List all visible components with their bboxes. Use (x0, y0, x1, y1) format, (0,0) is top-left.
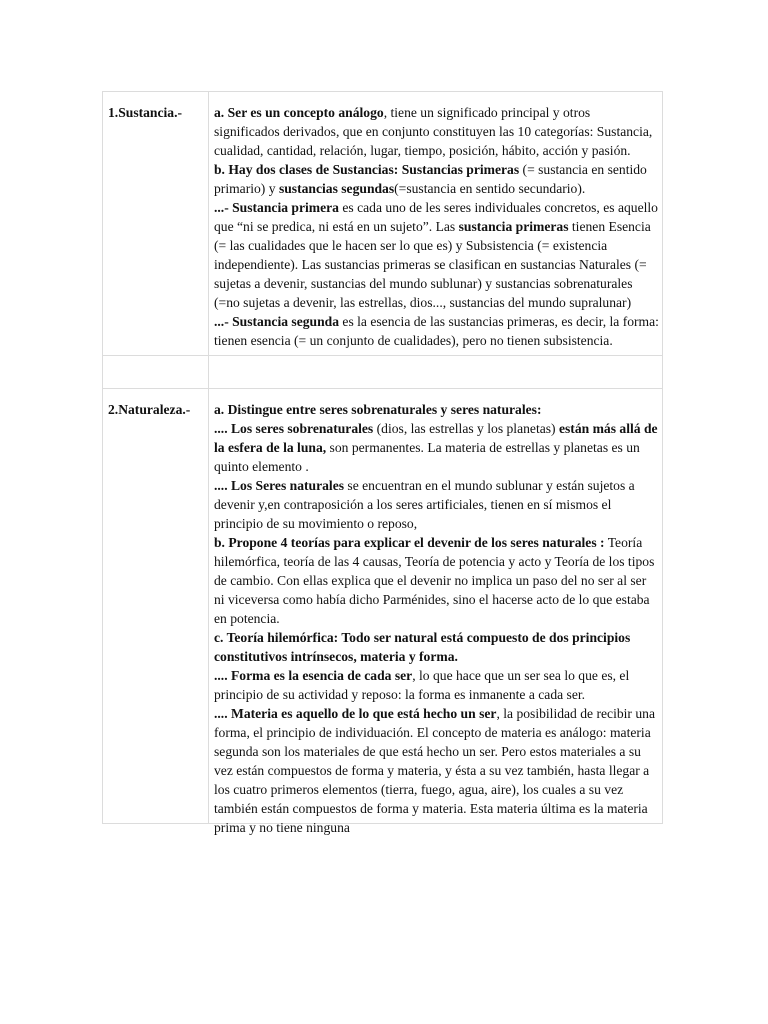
paragraph (214, 704, 659, 837)
term-cell (103, 92, 209, 356)
text-run: se encuentran en el mundo sublunar y están sujetos a devenir y,en contraposición a los seres artificiales, tienen en sí mismos el principio de su movimiento o reposo, (214, 478, 635, 531)
text-run: , la posibilidad de recibir una forma, el principio de individuación. El concepto de materia es análogo: materia segunda son los materiales de que está hecho un ser. Pero estos materiales a su vez están compuestos de forma y materia, y ésta a su vez también, hasta llegar a los cuatro primeros elementos (tierra, fuego, agua, aire), los cuales a su vez también están compuestos de forma y materia. Esta materia última es la materia prima y no tiene ninguna (214, 706, 655, 835)
bold-text: ...- Sustancia segunda (214, 314, 340, 329)
bold-text: .... Los seres sobrenaturales (214, 421, 374, 436)
text-run: Teoría hilemórfica, teoría de las 4 causas, Teoría de potencia y acto y Teoría de los tipos de cambio. Con ellas explica que el devenir no implica un paso del no ser al ser ni viceversa como había dicho Parménides, sino el hacerse acto de lo que estaba en potencia. (214, 535, 655, 626)
text-run: tienen Esencia (= las cualidades que le hacen ser lo que es) y Subsistencia (= existencia independiente). Las sustancias primeras se clasifican en sustancias Naturales (= sujetas a devenir, sustancias del mundo sublunar) y sustancias sobrenaturales (=no sujetas a devenir, las estrellas, dios..., sustancias del mundo supralunar) (214, 219, 651, 310)
paragraph (214, 198, 659, 312)
bold-text: c. Teoría hilemórfica: Todo ser natural está compuesto de dos principios constitutivos intrínsecos, materia y forma. (214, 630, 631, 664)
text-run: , lo que hace que un ser sea lo que es, el principio de su actividad y reposo: la forma es inmanente a cada ser. (214, 668, 630, 702)
term-cell (103, 389, 209, 824)
paragraph (214, 666, 659, 704)
paragraph (214, 628, 659, 666)
definition-cell (209, 389, 663, 835)
paragraph (214, 476, 659, 533)
bold-text: .... Los Seres naturales (214, 478, 345, 493)
definition-cell (209, 92, 663, 356)
text-run: es cada uno de les seres individuales concretos, es aquello que “ni se predica, ni está en un sujeto”. Las (214, 200, 658, 234)
empty-term-cell (103, 356, 209, 389)
bold-text: sustancia primeras (458, 219, 569, 234)
definition-text (214, 103, 659, 350)
table-row-sustancia (103, 92, 663, 356)
paragraph (214, 103, 659, 160)
paragraph (214, 400, 659, 419)
bold-text: b. Propone 4 teorías para explicar el devenir de los seres naturales : (214, 535, 605, 550)
bold-text: b. Hay dos clases de Sustancias: Sustancias primeras (214, 162, 520, 177)
text-run: , tiene un significado principal y otros significados derivados, que en conjunto constituyen las 10 categorías: Sustancia, cualidad, cantidad, relación, lugar, tiempo, posición, hábito, acción y pasión. (214, 105, 653, 158)
bold-text: .... Materia es aquello de lo que está hecho un ser (214, 706, 497, 721)
text-run: (dios, las estrellas y los planetas) (373, 421, 559, 436)
bold-text: .... Forma es la esencia de cada ser (214, 668, 413, 683)
text-run: son permanentes. La materia de estrellas y planetas es un quinto elemento . (214, 440, 640, 474)
table-row-empty (103, 356, 663, 389)
paragraph (214, 312, 659, 350)
bold-text: sustancias segundas (278, 181, 395, 196)
term-label: 1.Sustancia.- (108, 105, 183, 120)
term-label: 2.Naturaleza.- (108, 402, 191, 417)
paragraph (214, 533, 659, 628)
text-run: es la esencia de las sustancias primeras, es decir, la forma: tienen esencia (= un conjunto de cualidades), pero no tienen subsistencia. (214, 314, 659, 348)
paragraph (214, 160, 659, 198)
paragraph (214, 419, 659, 476)
empty-definition-cell (209, 356, 663, 389)
bold-text: a. Distingue entre seres sobrenaturales y seres naturales: (214, 402, 542, 417)
text-run: (=sustancia en sentido secundario). (394, 181, 586, 196)
table-row-naturaleza (103, 389, 663, 824)
bold-text: a. Ser es un concepto análogo (214, 105, 384, 120)
definition-text (214, 400, 659, 835)
bold-text: están más allá de la esfera de la luna, (214, 421, 658, 455)
text-run: (= sustancia en sentido primario) y (214, 162, 647, 196)
content-table (102, 91, 663, 835)
bold-text: ...- Sustancia primera (214, 200, 339, 215)
